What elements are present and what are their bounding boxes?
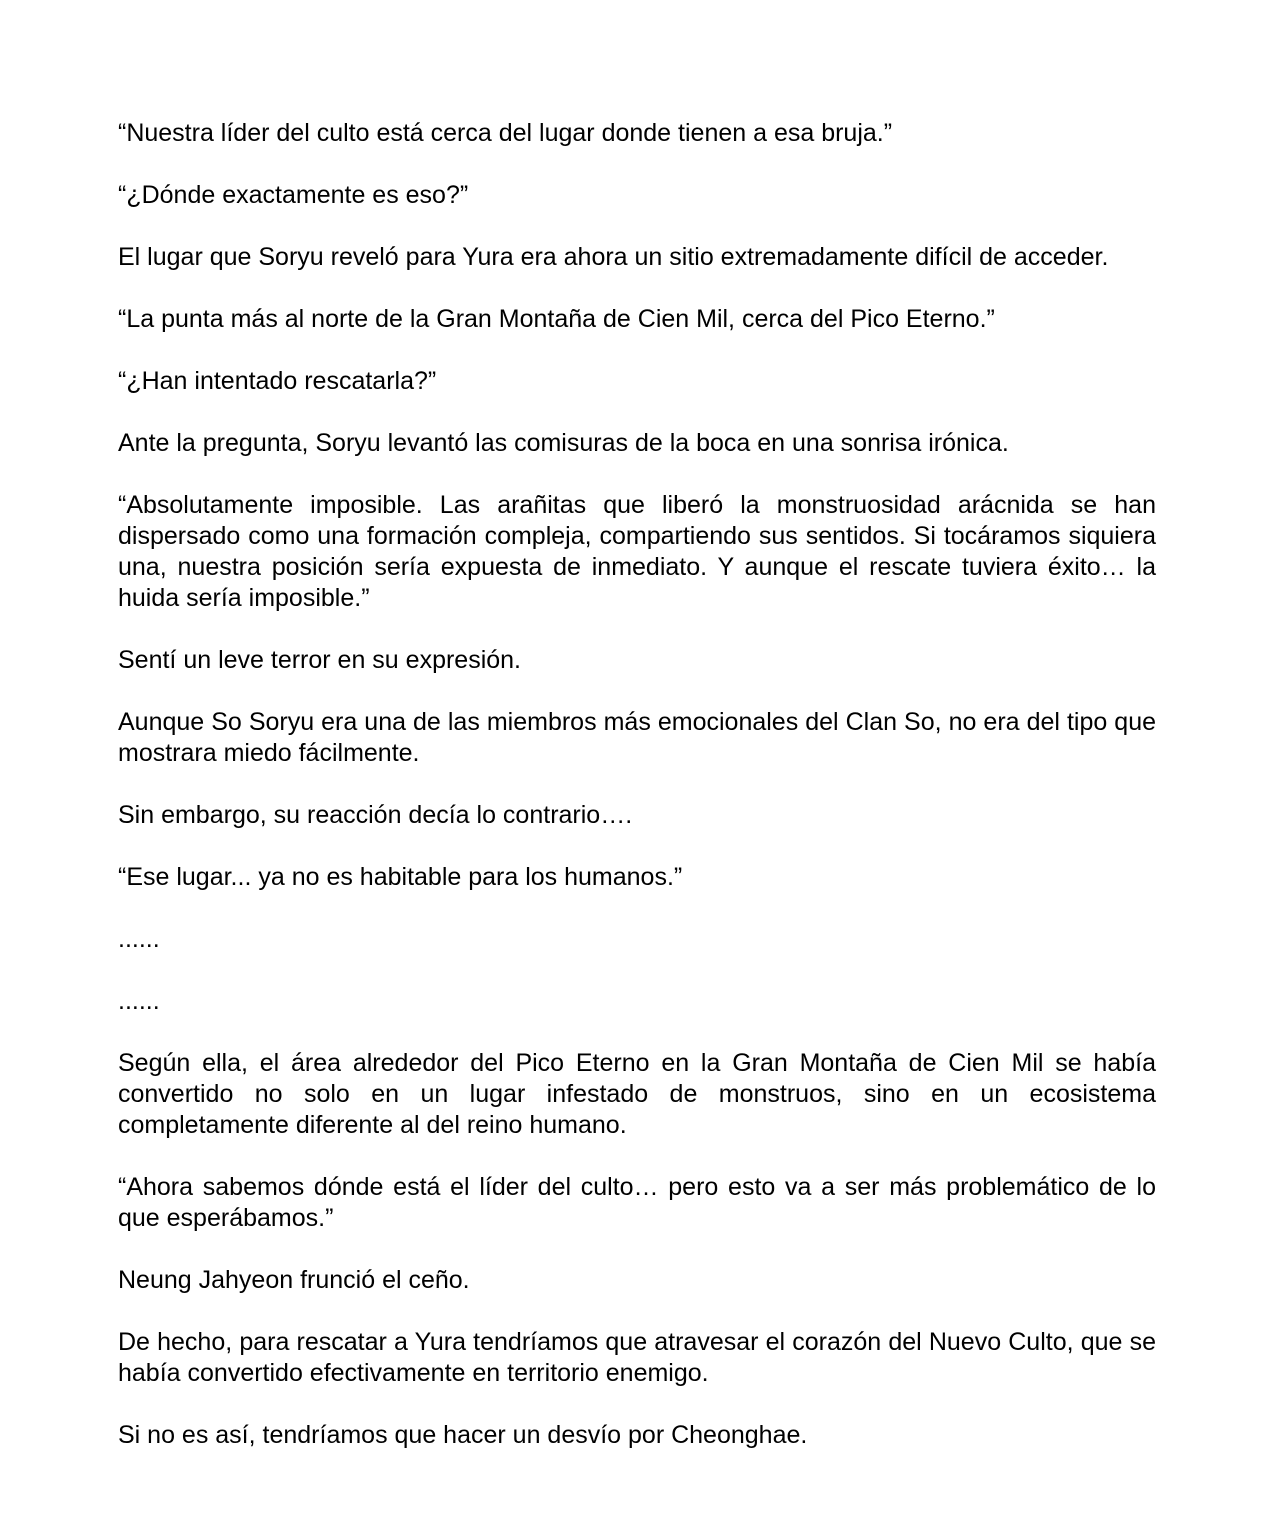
document-page (118, 118, 1156, 1451)
narration-paragraph: Si no es así, tendríamos que hacer un desvío por Cheonghae. (118, 1421, 808, 1449)
narration-paragraph: Sin embargo, su reacción decía lo contrario…. (118, 801, 633, 829)
dialogue-paragraph: “Absolutamente imposible. Las arañitas que liberó la monstruosidad arácnida se han dispersado como una formación compleja, compartiendo sus sentidos. Si tocáramos siquiera una, nuestra posición sería expuesta de inmediato. Y aunque el rescate tuviera éxito… la huida sería imposible.” (118, 491, 1156, 612)
narration-paragraph: Ante la pregunta, Soryu levantó las comisuras de la boca en una sonrisa irónica. (118, 429, 1009, 457)
narration-paragraph: Neung Jahyeon frunció el ceño. (118, 1266, 470, 1294)
narration-paragraph: El lugar que Soryu reveló para Yura era ahora un sitio extremadamente difícil de acceder. (118, 243, 1109, 271)
dialogue-paragraph: “Ahora sabemos dónde está el líder del culto… pero esto va a ser más problemático de lo que esperábamos.” (118, 1173, 1156, 1232)
ellipsis-separator: ...... (118, 925, 160, 953)
dialogue-paragraph: “¿Han intentado rescatarla?” (118, 367, 437, 395)
narration-paragraph: Según ella, el área alrededor del Pico Eterno en la Gran Montaña de Cien Mil se había convertido no solo en un lugar infestado de monstruos, sino en un ecosistema completamente diferente al del reino humano. (118, 1049, 1156, 1139)
narration-paragraph: Sentí un leve terror en su expresión. (118, 646, 522, 674)
ellipsis-separator: ...... (118, 987, 160, 1015)
dialogue-paragraph: “Nuestra líder del culto está cerca del lugar donde tienen a esa bruja.” (118, 119, 893, 147)
narration-paragraph: De hecho, para rescatar a Yura tendríamos que atravesar el corazón del Nuevo Culto, que se había convertido efectivamente en territorio enemigo. (118, 1328, 1156, 1387)
dialogue-paragraph: “La punta más al norte de la Gran Montaña de Cien Mil, cerca del Pico Eterno.” (118, 305, 995, 333)
narration-paragraph: Aunque So Soryu era una de las miembros más emocionales del Clan So, no era del tipo que mostrara miedo fácilmente. (118, 708, 1156, 767)
dialogue-paragraph: “¿Dónde exactamente es eso?” (118, 181, 469, 209)
dialogue-paragraph: “Ese lugar... ya no es habitable para los humanos.” (118, 863, 683, 891)
